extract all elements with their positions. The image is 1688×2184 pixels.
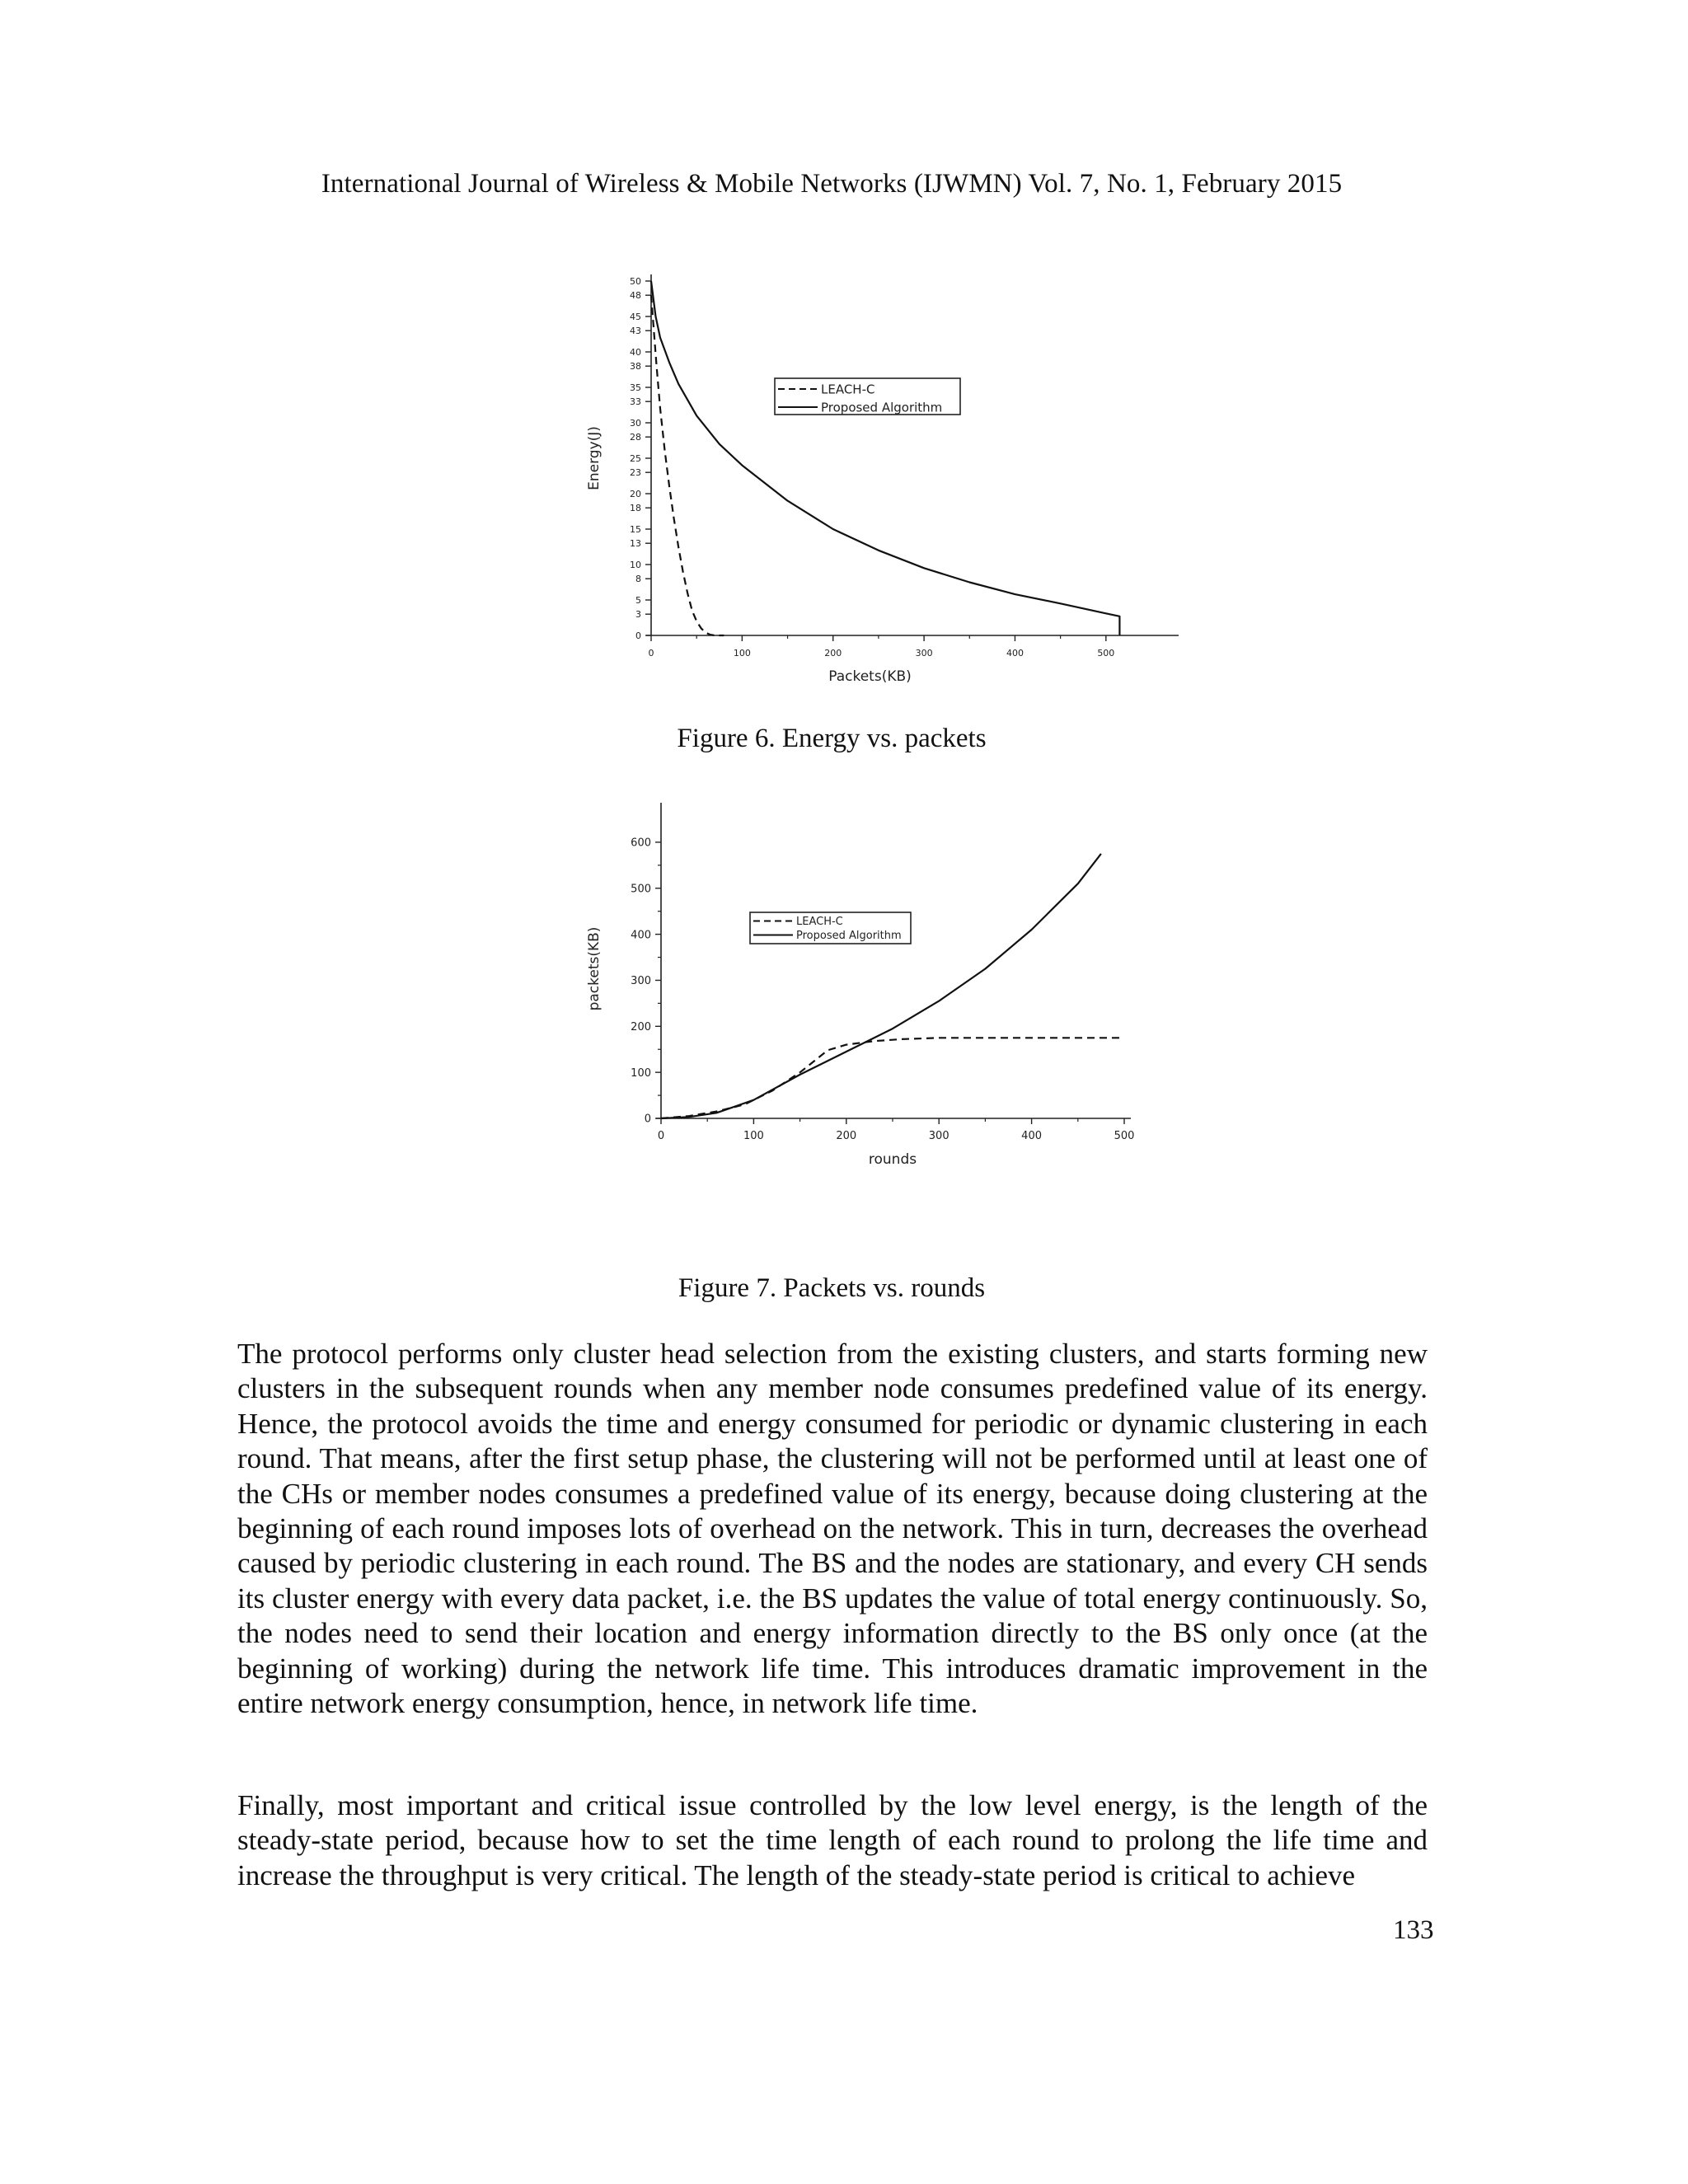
y-tick-label: 200 [631,1020,651,1033]
fig7-plot-area [661,854,1124,1118]
fig7-legend [750,912,911,944]
running-header: International Journal of Wireless & Mobile Networks (IJWMN) Vol. 7, No. 1, February 2015 [321,169,1343,199]
x-tick-label: 500 [1114,1130,1135,1142]
figure-6-caption: Figure 6. Energy vs. packets [677,724,987,753]
x-tick-label: 200 [836,1130,857,1142]
x-tick-label: 0 [657,1130,665,1142]
fig6-legend [775,378,960,415]
legend-label: LEACH-C [796,916,843,929]
x-tick-label: 100 [743,1130,764,1142]
x-axis-label: Packets(KB) [828,668,912,685]
y-tick-label: 100 [631,1066,651,1080]
y-tick-label: 48 [630,290,641,302]
x-tick-label: 300 [915,648,933,658]
y-tick-label: 400 [631,929,651,942]
x-tick-label: 100 [733,648,751,658]
y-tick-label: 0 [635,630,641,641]
y-tick-label: 28 [630,432,641,443]
y-tick-label: 25 [630,452,641,464]
y-tick-label: 38 [630,361,641,373]
y-tick-label: 500 [631,883,651,896]
y-tick-label: 33 [630,396,641,408]
y-tick-label: 5 [635,594,641,606]
y-tick-label: 40 [630,346,641,358]
x-tick-label: 500 [1097,648,1115,658]
y-tick-label: 0 [644,1113,651,1126]
y-tick-label: 13 [630,538,641,550]
body-paragraph-2: Finally, most important and critical issue controlled by the low level energy, is the length of the steady-state period, because how to set the time length of each round to prolong the life time and increase the throughput is very critical. The length of the steady-state period is critical to achieve [237,1789,1428,1891]
x-tick-label: 0 [648,648,654,658]
y-tick-label: 8 [635,574,641,585]
y-tick-label: 50 [630,275,641,287]
legend-label: Proposed Algorithm [821,400,943,415]
y-tick-label: 600 [631,837,651,850]
legend-label: Proposed Algorithm [796,930,902,943]
series-line-leach-c [661,1038,1124,1118]
y-tick-label: 35 [630,382,641,393]
x-tick-label: 200 [824,648,842,658]
y-tick-label: 45 [630,311,641,322]
series-line-leach-c [651,295,724,635]
x-axis-label: rounds [868,1151,917,1168]
body-paragraph-1: The protocol performs only cluster head selection from the existing clusters, and starts forming new clusters in the subsequent rounds when any member node consumes predefined value of its energy. Hence, the protocol avoids the time and energy consumed for periodic or dynamic clustering in each round. That means, after the first setup phase, the clustering will not be performed until at least one of the CHs or member nodes consumes a predefined value of its energy, because doing clustering at the beginning of each round imposes lots of overhead on the network. This in turn, decreases the overhead caused by periodic clustering in each round. The BS and the nodes are stationary, and every CH sends its cluster energy with every data packet, i.e. the BS updates the value of total energy continuously. So, the nodes need to send their location and energy information directly to the BS only once (at the beginning of working) during the network life time. This introduces dramatic improvement in the entire network energy consumption, hence, in network life time. [237,1338,1428,1720]
x-tick-label: 400 [1021,1130,1043,1142]
y-axis-label: packets(KB) [586,926,603,1011]
fig6-axes [586,274,1179,685]
series-line-proposed-algorithm [651,281,1119,635]
y-tick-label: 20 [630,488,641,499]
packets-vs-rounds-chart [569,799,1179,1203]
y-tick-label: 15 [630,523,641,535]
legend-label: LEACH-C [821,382,875,397]
fig6-plot-area [651,281,1119,635]
energy-vs-packets-chart [569,268,1179,696]
y-tick-label: 18 [630,503,641,514]
y-tick-label: 23 [630,467,641,479]
y-tick-label: 3 [635,609,641,621]
y-tick-label: 10 [630,559,641,570]
fig7-axes [586,803,1134,1168]
page-number: 133 [1393,1915,1434,1945]
y-tick-label: 43 [630,326,641,337]
y-tick-label: 300 [631,975,651,988]
x-tick-label: 300 [928,1130,950,1142]
y-tick-label: 30 [630,417,641,429]
x-tick-label: 400 [1006,648,1024,658]
y-axis-label: Energy(J) [586,426,603,490]
figure-7-caption: Figure 7. Packets vs. rounds [678,1273,986,1303]
series-line-proposed-algorithm [661,854,1101,1118]
